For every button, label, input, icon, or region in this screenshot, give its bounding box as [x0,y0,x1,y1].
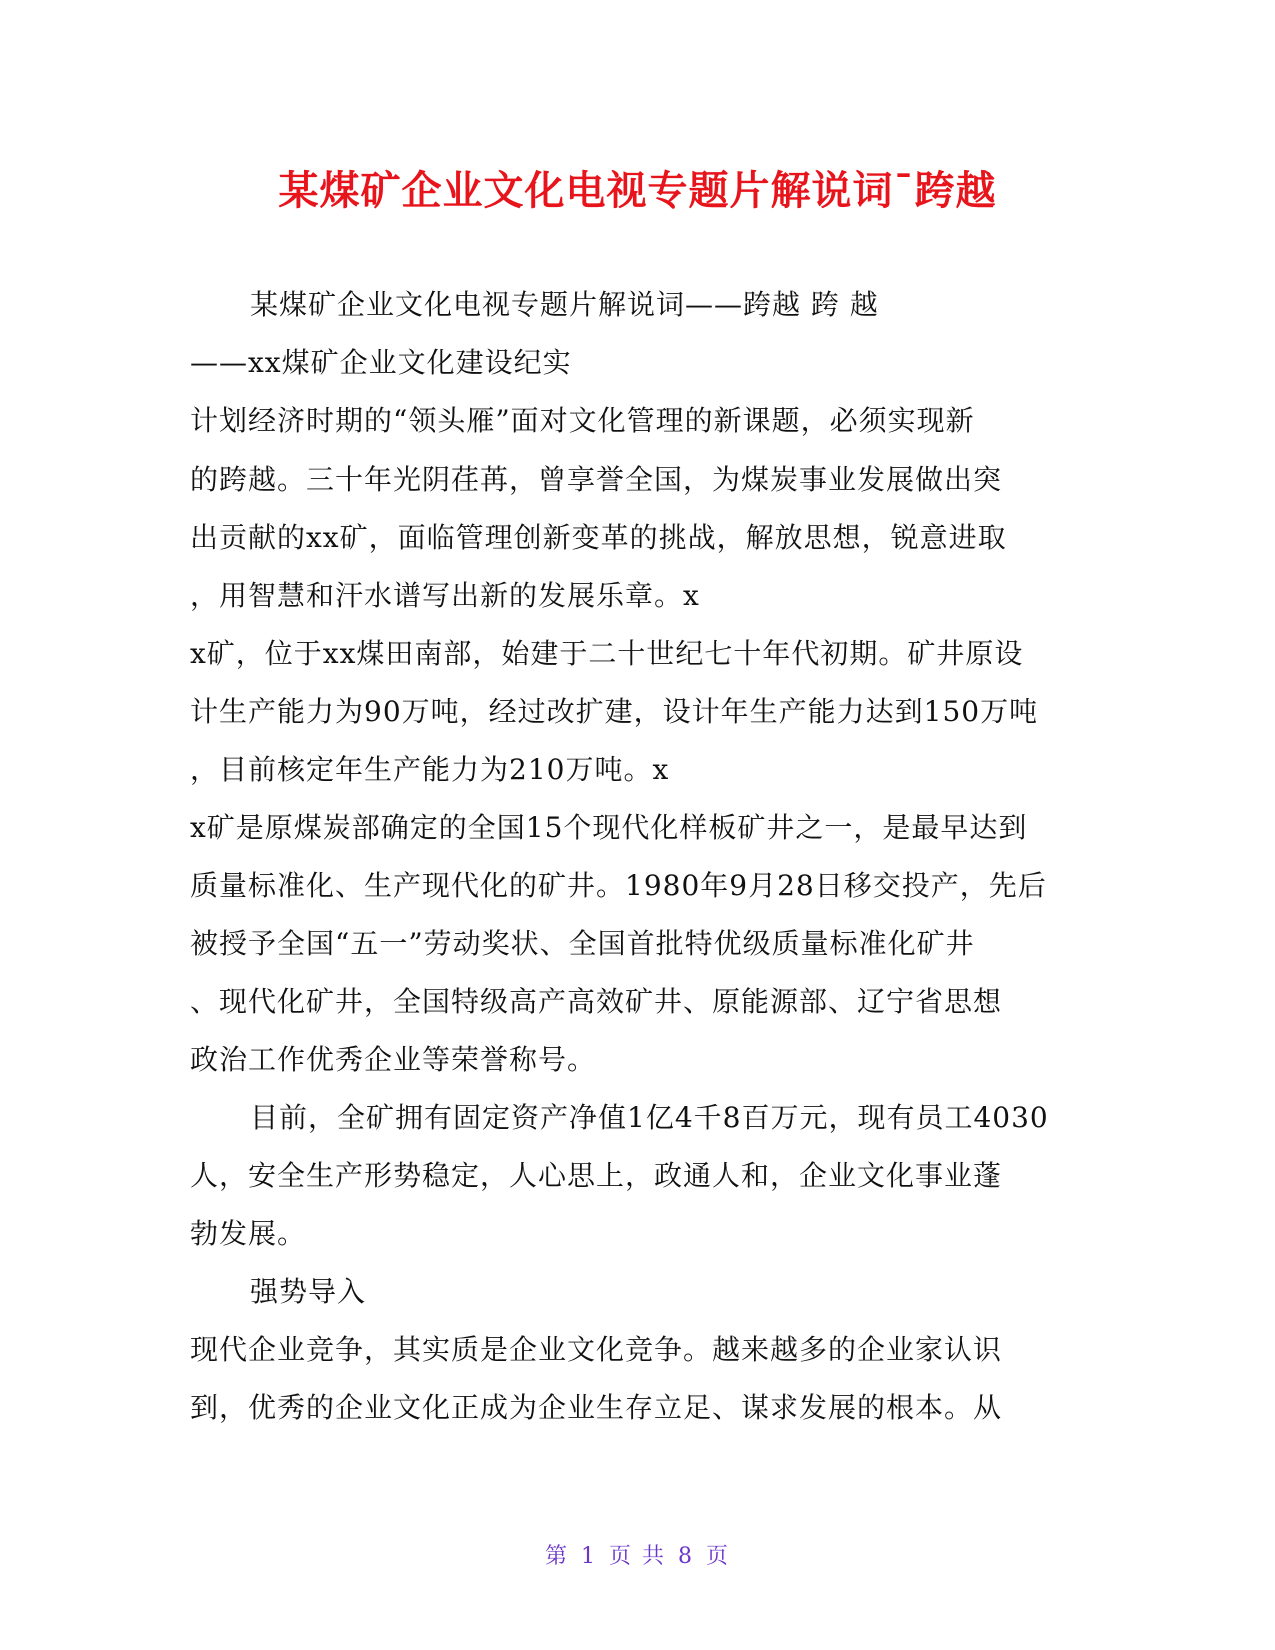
footer-total-pages: 8 [678,1544,694,1569]
paragraph-line: ——xx煤矿企业文化建设纪实 [190,346,572,379]
footer-middle: 页 共 [609,1544,666,1569]
paragraph-line: 现代企业竞争，其实质是企业文化竞争。越来越多的企业家认识 [190,1333,1003,1366]
section-heading: 强势导入 [250,1275,367,1308]
paragraph-line: 计生产能力为90万吨，经过改扩建，设计年生产能力达到150万吨 [190,695,1039,728]
footer-prefix: 第 [544,1544,569,1569]
paragraph-line: 质量标准化、生产现代化的矿井。1980年9月28日移交投产，先后 [190,869,1047,902]
paragraph-line: 某煤矿企业文化电视专题片解说词——跨越 跨 越 [250,288,879,321]
paragraph-line: 计划经济时期的“领头雁”面对文化管理的新课题，必须实现新 [190,404,975,437]
paragraph-line: 目前，全矿拥有固定资产净值1亿4千8百万元，现有员工4030 [250,1101,1049,1134]
paragraph-line: ，用智慧和汗水谱写出新的发展乐章。x [190,579,700,612]
paragraph-line: 出贡献的xx矿，面临管理创新变革的挑战，解放思想，锐意进取 [190,521,1007,554]
paragraph-line: x矿，位于xx煤田南部，始建于二十世纪七十年代初期。矿井原设 [190,637,1024,670]
paragraph-line: 人，安全生产形势稳定，人心思上，政通人和，企业文化事业蓬 [190,1159,1003,1192]
paragraph-line: 政治工作优秀企业等荣誉称号。 [190,1043,597,1076]
page-footer [0,1542,1275,1572]
paragraph-line: 的跨越。三十年光阴荏苒，曾享誉全国，为煤炭事业发展做出突 [190,463,1003,496]
paragraph-line: x矿是原煤炭部确定的全国15个现代化样板矿井之一，是最早达到 [190,811,1028,844]
paragraph-line: ，目前核定年生产能力为210万吨。x [190,753,670,786]
paragraph-line: 、现代化矿井，全国特级高产高效矿井、原能源部、辽宁省思想 [190,985,1003,1018]
paragraph-line: 勃发展。 [190,1217,307,1250]
footer-suffix: 页 [706,1544,731,1569]
paragraph-line: 到，优秀的企业文化正成为企业生存立足、谋求发展的根本。从 [190,1391,1003,1424]
paragraph-line: 被授予全国“五一”劳动奖状、全国首批特优级质量标准化矿井 [190,927,975,960]
document-title: 某煤矿企业文化电视专题片解说词¯跨越 [278,168,997,214]
footer-page-number: 1 [581,1544,597,1569]
